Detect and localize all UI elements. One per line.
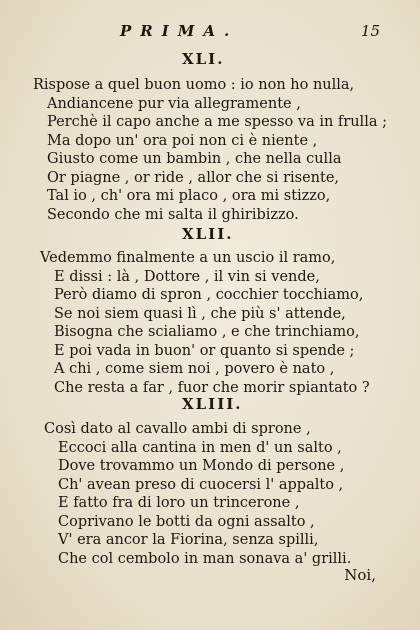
- verse-line: Tal io , ch' ora mi placo , ora mi stizzo,: [47, 188, 331, 204]
- page-number: 15: [360, 22, 380, 40]
- verse-line: V' era ancor la Fiorina, senza spilli,: [58, 532, 319, 548]
- running-head: PRIMA.: [120, 22, 239, 40]
- verse-line: Così dato al cavallo ambi di sprone ,: [44, 421, 311, 437]
- verse-line: Perchè il capo anche a me spesso va in frulla ;: [47, 114, 387, 130]
- verse-line: Che resta a far , fuor che morir spiantato ?: [54, 379, 370, 396]
- stanza-number: XLIII.: [182, 395, 243, 413]
- verse-line: Rispose a quel buon uomo : io non ho nulla,: [33, 77, 355, 93]
- stanza-number: XLI.: [182, 50, 225, 68]
- verse-line: Secondo che mi salta il ghiribizzo.: [47, 206, 299, 223]
- page-header: [0, 22, 420, 44]
- verse-line: Però diamo di spron , cocchier tocchiamo,: [54, 287, 364, 303]
- verse-line: Bisogna che scialiamo , e che trinchiamo,: [54, 324, 360, 340]
- verse-line: Dove trovammo un Mondo di persone ,: [58, 458, 345, 474]
- stanza-verse: [40, 249, 370, 397]
- stanza-number: XLII.: [182, 225, 234, 243]
- verse-line: Ch' avean preso di cuocersi l' appalto ,: [58, 476, 344, 493]
- verse-line: Or piagne , or ride , allor che si risente,: [47, 169, 340, 186]
- verse-line: Giusto come un bambin , che nella culla: [47, 151, 342, 167]
- stanza-verse: [44, 420, 351, 568]
- verse-line: Coprivano le botti da ogni assalto ,: [58, 513, 315, 530]
- stanza-verse: [33, 76, 387, 224]
- verse-line: E fatto fra di loro un trincerone ,: [58, 495, 300, 511]
- verse-line: Eccoci alla cantina in men d' un salto ,: [58, 439, 342, 456]
- catchword: Noi,: [344, 566, 376, 584]
- verse-line: E dissi : là , Dottore , il vin si vende,: [54, 268, 320, 285]
- verse-line: Andiancene pur via allegramente ,: [47, 95, 301, 112]
- verse-line: A chi , come siem noi , povero è nato ,: [54, 361, 335, 377]
- verse-line: Che col cembolo in man sonava a' grilli.: [58, 550, 352, 567]
- verse-line: Se noi siem quasi lì , che più s' attende,: [54, 305, 346, 322]
- verse-line: Vedemmo finalmente a un uscio il ramo,: [40, 250, 336, 266]
- verse-line: Ma dopo un' ora poi non ci è niente ,: [47, 132, 318, 149]
- verse-line: E poi vada in buon' or quanto si spende ;: [54, 342, 355, 359]
